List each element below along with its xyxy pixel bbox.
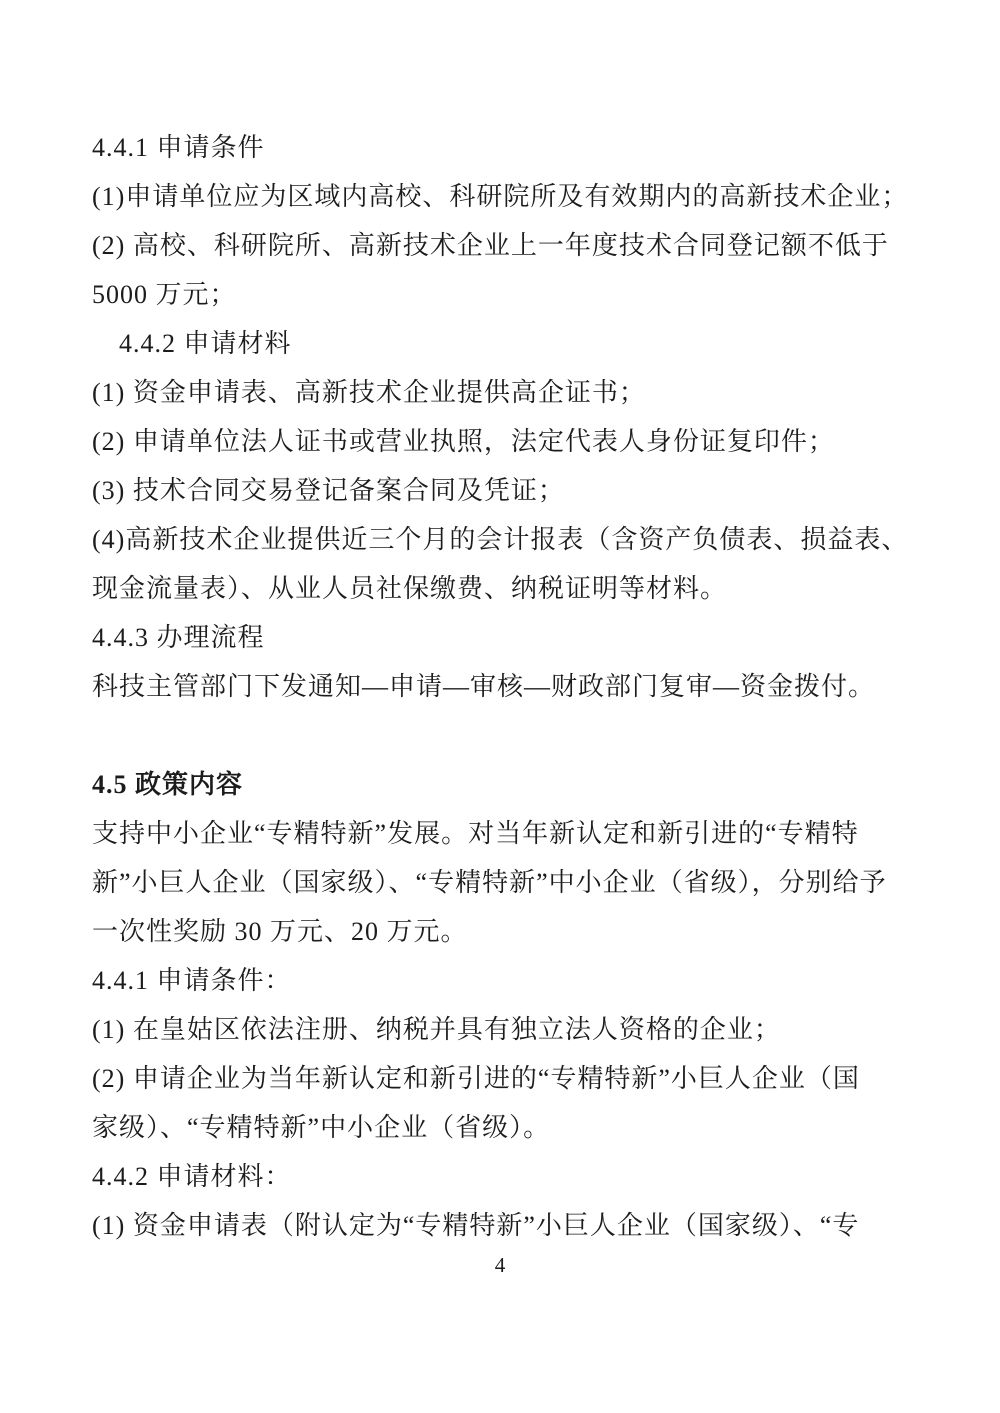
- text-line: 4.4.3 办理流程: [92, 623, 265, 652]
- text-line: (2) 申请单位法人证书或营业执照，法定代表人身份证复印件；: [92, 427, 835, 456]
- text-line: 新”小巨人企业（国家级）、“专精特新”中小企业（省级），分别给予: [92, 868, 887, 897]
- text-line: (1) 在皇姑区依法注册、纳税并具有独立法人资格的企业；: [92, 1015, 781, 1044]
- text-line: 现金流量表）、从业人员社保缴费、纳税证明等材料。: [92, 574, 728, 603]
- text-line: 5000 万元；: [92, 280, 237, 309]
- text-line: 科技主管部门下发通知—申请—审核—财政部门复审—资金拨付。: [92, 672, 876, 701]
- text-line: 4.4.1 申请条件: [92, 133, 265, 162]
- text-line: 一次性奖励 30 万元、20 万元。: [92, 917, 468, 946]
- text-line: (1) 资金申请表（附认定为“专精特新”小巨人企业（国家级）、“专: [92, 1211, 860, 1240]
- text-line: 4.4.2 申请材料: [92, 329, 292, 358]
- text-line: 支持中小企业“专精特新”发展。对当年新认定和新引进的“专精特: [92, 819, 859, 848]
- text-line: 4.4.1 申请条件：: [92, 966, 292, 995]
- text-line: 家级）、“专精特新”中小企业（省级）。: [92, 1113, 551, 1142]
- text-line: [92, 711, 908, 760]
- text-line: (2) 高校、科研院所、高新技术企业上一年度技术合同登记额不低于: [92, 231, 889, 260]
- text-line: (1) 资金申请表、高新技术企业提供高企证书；: [92, 378, 646, 407]
- text-line: 4.4.2 申请材料：: [92, 1162, 292, 1191]
- text-line: (3) 技术合同交易登记备案合同及凭证；: [92, 476, 565, 505]
- text-line: 4.5 政策内容: [92, 770, 244, 799]
- text-line: (4)高新技术企业提供近三个月的会计报表（含资产负债表、损益表、: [92, 525, 909, 554]
- text-line: (2) 申请企业为当年新认定和新引进的“专精特新”小巨人企业（国: [92, 1064, 860, 1093]
- text-line: (1)申请单位应为区域内高校、科研院所及有效期内的高新技术企业；: [92, 182, 909, 211]
- document-body: [92, 123, 908, 1250]
- page-number: 4: [494, 1253, 506, 1277]
